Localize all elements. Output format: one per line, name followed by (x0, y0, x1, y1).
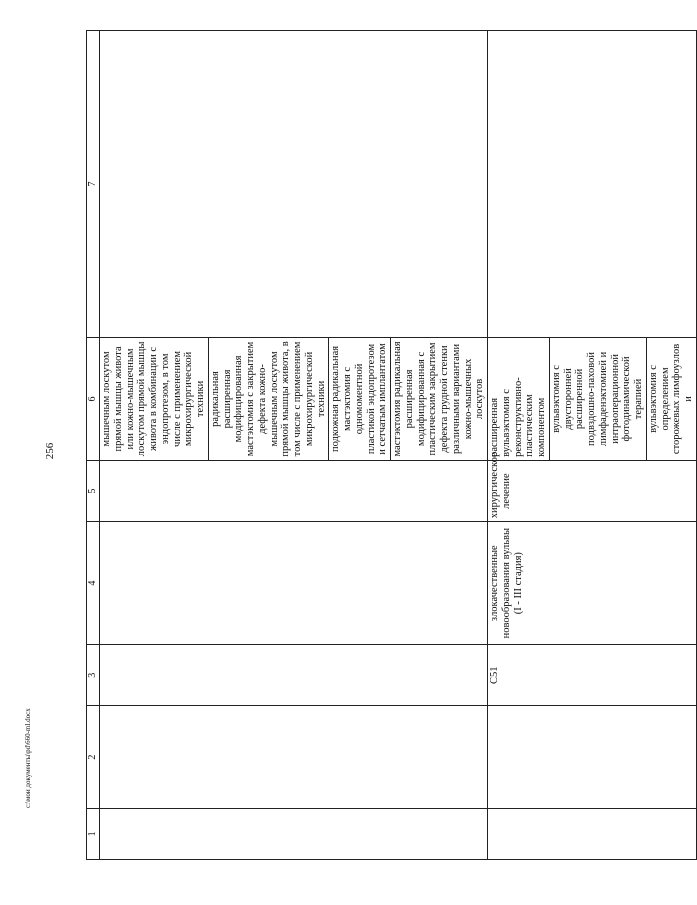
procedures-table (86, 30, 697, 860)
header-col-3: 3 (87, 645, 100, 706)
treatment-method: вульвэктомия с определением сторожевых лимфоузлов и (646, 338, 696, 461)
cell-empty (100, 706, 488, 808)
cell-empty (100, 460, 488, 521)
treatment-method: вульвэктомия с двусторонней расширенной подвздошно-паховой лимфаденэктомией и интраоперационной фотодинамической терапией (549, 338, 646, 461)
header-row (87, 31, 100, 860)
header-col-5: 5 (87, 460, 100, 521)
header-col-2: 2 (87, 706, 100, 808)
icd-code: C51 (488, 645, 697, 706)
treatment-method: мышечным лоскутом прямой мышцы живота или кожно-мышечным лоскутом прямой мышцы живота в комбинации с эндопротезом, в том числе с применением микрохирургической техники (100, 338, 209, 461)
treatment-method: радикальная расширенная модифицированная мастэктомия с закрытием дефекта кожно-мышечным лоскутом прямой мышцы живота, в том числе с применением микрохирургической техники (208, 338, 329, 461)
diagnosis: злокачественные новообразования вульвы (I - III стадия) (488, 522, 697, 645)
treatment-type: хирургическое лечение (488, 460, 697, 521)
treatment-method: подкожная радикальная мастэктомия с одномоментной пластикой эндопротезом и сетчатым имплантатом (329, 338, 391, 461)
table-row (488, 31, 550, 860)
page-number: 256 (44, 442, 56, 460)
header-col-7: 7 (87, 31, 100, 338)
footer-file-path: c:\мои документы\pd\660-ml.docx (24, 708, 32, 808)
cell-empty (488, 808, 697, 859)
treatment-method: расширенная вульвэктомия с реконструктивно-пластическим компонентом (488, 338, 550, 461)
rotated-table (86, 30, 694, 860)
cell-empty (100, 31, 488, 338)
cell-empty (100, 645, 488, 706)
table-row (100, 31, 209, 860)
cell-empty (100, 808, 488, 859)
header-col-4: 4 (87, 522, 100, 645)
cell-empty (488, 706, 697, 808)
header-col-6: 6 (87, 338, 100, 461)
header-col-1: 1 (87, 808, 100, 859)
cell-empty (488, 31, 697, 338)
cell-empty (100, 522, 488, 645)
treatment-method: мастэктомия радикальная расширенная модифицированная с пластическим закрытием дефекта грудной стенки различными вариантами кожно-мышечных лоскутов (391, 338, 488, 461)
